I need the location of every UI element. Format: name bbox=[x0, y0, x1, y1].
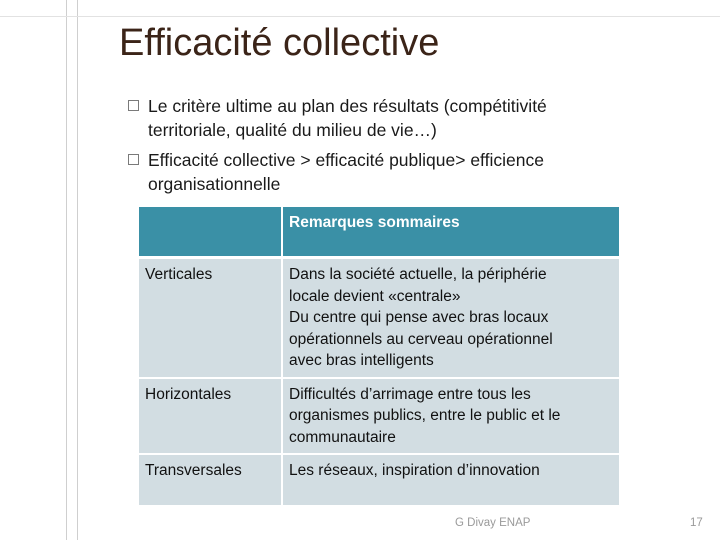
row-1-line-1: Dans la société actuelle, la périphérie bbox=[289, 266, 547, 283]
bullet-list bbox=[128, 94, 688, 202]
row-3-line-1: Les réseaux, inspiration d’innovation bbox=[289, 462, 540, 479]
bullet-item-2 bbox=[128, 148, 688, 196]
slide-frame-left-rule bbox=[66, 0, 78, 540]
row-label-horizontales: Horizontales bbox=[139, 379, 283, 456]
row-2-line-1: Difficultés d’arrimage entre tous les bbox=[289, 385, 531, 403]
slide-frame-top-rule bbox=[0, 16, 720, 17]
bullet-1-line-1: Le critère ultime au plan des résultats (compétitivité bbox=[148, 96, 547, 116]
row-text-horizontales bbox=[283, 379, 619, 456]
row-2-line-2: organismes publics, entre le public et le bbox=[289, 407, 561, 424]
row-label-verticales: Verticales bbox=[139, 259, 283, 379]
remarks-table bbox=[139, 207, 619, 507]
checkbox-bullet-icon bbox=[128, 100, 139, 111]
table-header-row bbox=[139, 207, 619, 259]
slide-title: Efficacité collective bbox=[119, 22, 440, 64]
table-row bbox=[139, 259, 619, 379]
row-1-line-5: avec bras intelligents bbox=[289, 352, 434, 369]
bullet-1-line-2: territoriale, qualité du milieu de vie…) bbox=[148, 120, 437, 140]
checkbox-bullet-icon bbox=[128, 154, 139, 165]
bullet-2-line-2: organisationnelle bbox=[148, 174, 281, 194]
row-1-line-4: opérationnels au cerveau opérationnel bbox=[289, 330, 553, 348]
row-text-transversales bbox=[283, 455, 619, 507]
bullet-2-line-1: Efficacité collective > efficacité publique> efficience bbox=[148, 150, 544, 170]
table-row bbox=[139, 379, 619, 456]
table-header-remarks: Remarques sommaires bbox=[283, 207, 619, 259]
row-1-line-3: Du centre qui pense avec bras locaux bbox=[289, 309, 549, 326]
table-row bbox=[139, 455, 619, 507]
row-text-verticales bbox=[283, 259, 619, 379]
page-number: 17 bbox=[690, 517, 703, 529]
row-label-transversales: Transversales bbox=[139, 455, 283, 507]
table-header-empty bbox=[139, 207, 283, 259]
row-1-line-2: locale devient «centrale» bbox=[289, 287, 461, 305]
row-2-line-3: communautaire bbox=[289, 428, 396, 446]
footer-author: G Divay ENAP bbox=[455, 517, 531, 529]
bullet-item-1 bbox=[128, 94, 688, 142]
